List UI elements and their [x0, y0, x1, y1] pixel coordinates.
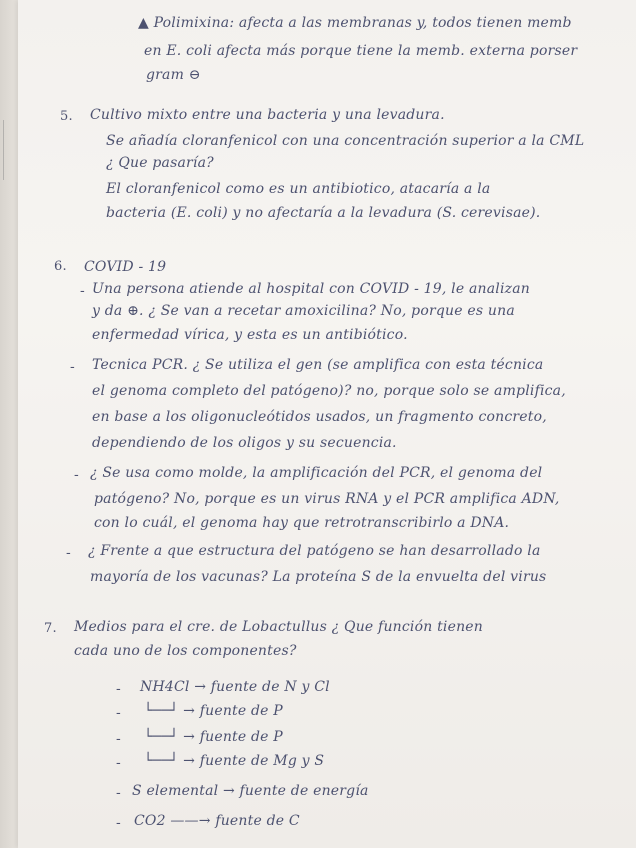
q7-item-6: CO2 ——→ fuente de C — [134, 813, 300, 829]
q6-bullet-3-line-3: con lo cuál, el genoma hay que retrotranscribirlo a DNA. — [94, 515, 510, 531]
q7-item-5-dash: - — [116, 785, 121, 801]
q6-bullet-2-line-2: el genoma completo del patógeno)? no, porque solo se amplifica, — [92, 383, 566, 399]
q5-line-1: Cultivo mixto entre una bacteria y una levadura. — [90, 107, 445, 123]
q6-bullet-3-dash: - — [74, 467, 79, 483]
notebook-page — [18, 0, 636, 848]
q7-item-2-dash: - — [116, 705, 121, 721]
q6-bullet-4-line-2: mayoría de los vacunas? La proteína S de la envuelta del virus — [90, 569, 547, 585]
q7-item-4-dash: - — [116, 755, 121, 771]
q7-item-1: NH4Cl → fuente de N y Cl — [140, 679, 330, 695]
q7-item-3: └──┘ → fuente de P — [144, 729, 283, 745]
q6-bullet-3-line-1: ¿ Se usa como molde, la amplificación del PCR, el genoma del — [90, 465, 543, 481]
q6-bullet-2-dash: - — [70, 359, 75, 375]
q7-item-1-dash: - — [116, 681, 121, 697]
q7-line-1: Medios para el cre. de Lobactullus ¿ Que función tienen — [74, 619, 483, 635]
q6-title: COVID - 19 — [84, 259, 167, 275]
q5-line-5: bacteria (E. coli) y no afectaría a la levadura (S. cerevisae). — [106, 205, 541, 221]
polymyxin-line-3: gram ⊖ — [146, 67, 201, 83]
q6-number: 6. — [54, 259, 67, 274]
q7-item-2: └──┘ → fuente de P — [144, 703, 283, 719]
q7-item-6-dash: - — [116, 815, 121, 831]
q6-bullet-3-line-2: patógeno? No, porque es un virus RNA y el PCR amplifica ADN, — [94, 491, 560, 507]
q6-bullet-2-line-3: en base a los oligonucleótidos usados, un fragmento concreto, — [92, 409, 547, 425]
q6-bullet-4-dash: - — [66, 545, 71, 561]
margin-mark — [3, 120, 4, 180]
q7-item-5: S elemental → fuente de energía — [132, 783, 369, 799]
q6-bullet-1-line-3: enfermedad vírica, y esta es un antibiótico. — [92, 327, 408, 343]
polymyxin-line-1: ▲ Polimixina: afecta a las membranas y, todos tienen memb — [138, 15, 572, 31]
q6-bullet-2-line-4: dependiendo de los oligos y su secuencia. — [92, 435, 397, 451]
q7-item-3-dash: - — [116, 731, 121, 747]
q5-line-3: ¿ Que pasaría? — [106, 155, 214, 171]
q5-line-2: Se añadía cloranfenicol con una concentración superior a la CML — [106, 133, 585, 149]
q6-bullet-4-line-1: ¿ Frente a que estructura del patógeno se han desarrollado la — [88, 543, 541, 559]
q7-item-4: └──┘ → fuente de Mg y S — [144, 753, 325, 769]
q7-line-2: cada uno de los componentes? — [74, 643, 297, 659]
polymyxin-line-2: en E. coli afecta más porque tiene la memb. externa porser — [144, 43, 578, 59]
q6-bullet-1-dash: - — [80, 283, 85, 299]
q5-number: 5. — [60, 109, 73, 124]
q6-bullet-1-line-1: Una persona atiende al hospital con COVID - 19, le analizan — [92, 281, 530, 297]
q6-bullet-2-line-1: Tecnica PCR. ¿ Se utiliza el gen (se amplifica con esta técnica — [92, 357, 544, 373]
q5-line-4: El cloranfenicol como es un antibiotico, atacaría a la — [106, 181, 491, 197]
q6-bullet-1-line-2: y da ⊕. ¿ Se van a recetar amoxicilina? No, porque es una — [92, 303, 515, 319]
q7-number: 7. — [44, 621, 57, 636]
